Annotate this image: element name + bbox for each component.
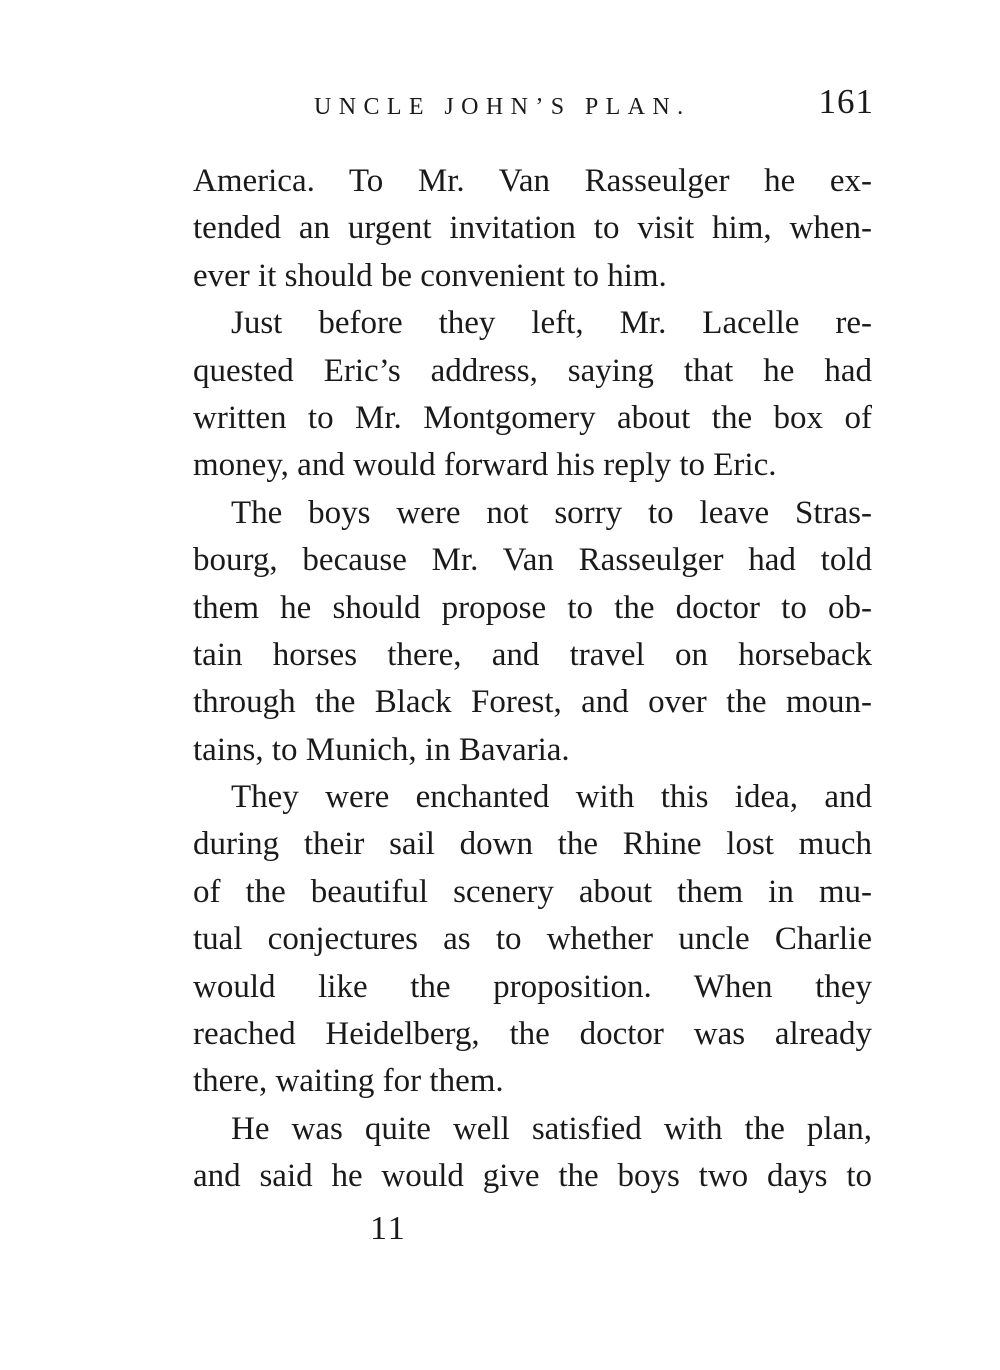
text-line: America. To Mr. Van Rasseulger he ex- [193, 163, 872, 199]
text-line: tains, to Munich, in Bavaria. [193, 731, 570, 768]
text-line: tual conjectures as to whether uncle Charlie [193, 921, 872, 958]
text-line: them he should propose to the doctor to ob- [193, 589, 872, 626]
text-line: quested Eric’s address, saying that he had [193, 352, 872, 389]
body-text [193, 158, 872, 1201]
text-line: ever it should be convenient to him. [193, 257, 667, 294]
text-line: money, and would forward his reply to Eric. [193, 447, 777, 484]
signature-mark: 11 [370, 1210, 407, 1247]
running-title: UNCLE JOHN’S PLAN. [314, 94, 691, 120]
text-line: would like the proposition. When they [193, 968, 872, 1005]
running-head [314, 82, 874, 130]
text-line: Just before they left, Mr. Lacelle re- [231, 305, 872, 342]
text-line: written to Mr. Montgomery about the box of [193, 399, 872, 436]
page-number: 161 [818, 82, 874, 121]
text-line: bourg, because Mr. Van Rasseulger had told [193, 542, 872, 579]
text-line: They were enchanted with this idea, and [231, 779, 872, 816]
text-line: during their sail down the Rhine lost much [193, 826, 872, 863]
text-line: tain horses there, and travel on horseback [193, 636, 872, 673]
text-line: through the Black Forest, and over the moun- [193, 684, 872, 721]
text-line: He was quite well satisfied with the plan, [231, 1110, 872, 1147]
text-line: there, waiting for them. [193, 1063, 504, 1100]
text-line: The boys were not sorry to leave Stras- [231, 494, 872, 531]
text-line: of the beautiful scenery about them in mu- [193, 873, 872, 910]
text-line: tended an urgent invitation to visit him, when- [193, 210, 872, 247]
text-line: and said he would give the boys two days to [193, 1158, 872, 1195]
text-line: reached Heidelberg, the doctor was already [193, 1016, 872, 1053]
